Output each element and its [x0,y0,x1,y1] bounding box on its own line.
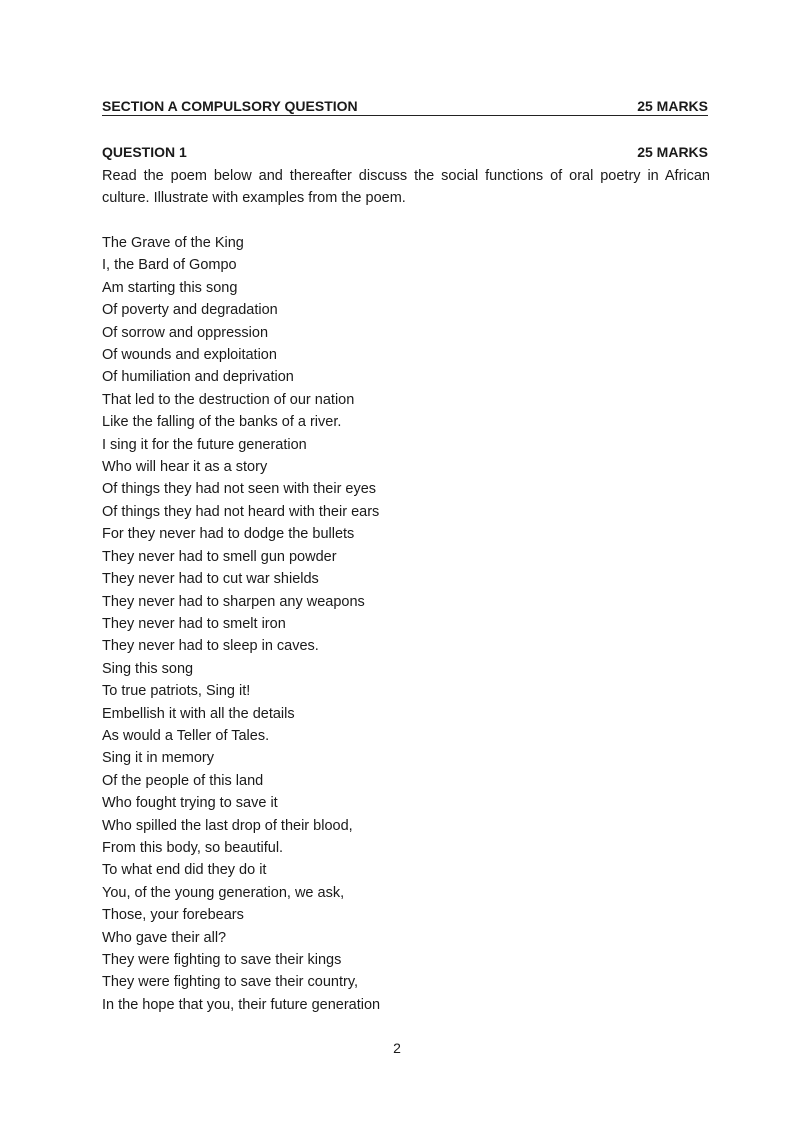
poem-line: They never had to cut war shields [102,571,319,588]
poem-line: You, of the young generation, we ask, [102,884,345,901]
poem-line: They never had to sleep in caves. [102,638,319,655]
poem-line: They never had to sharpen any weapons [102,593,365,610]
poem-line: Of sorrow and oppression [102,324,269,341]
poem-line: Who gave their all? [102,929,227,946]
poem-line: They never had to smell gun powder [102,548,337,565]
poem-line: For they never had to dodge the bullets [102,526,355,543]
poem-line: Who spilled the last drop of their blood, [102,817,353,834]
poem-line: From this body, so beautiful. [102,839,284,856]
question-title: QUESTION 1 [102,144,187,160]
poem-line: Sing this song [102,660,194,677]
poem-line: Of poverty and degradation [102,302,278,319]
poem-line: To what end did they do it [102,862,267,879]
poem-line: I sing it for the future generation [102,436,307,453]
poem-line: They were fighting to save their country, [102,974,359,991]
poem-line: They never had to smelt iron [102,615,286,632]
poem-line: Sing it in memory [102,750,215,767]
page-number: 2 [393,1040,401,1056]
poem-line: Who fought trying to save it [102,795,278,812]
section-header [102,98,708,116]
poem-line: Am starting this song [102,279,238,296]
poem-line: Of things they had not heard with their ears [102,503,380,520]
poem-line: As would a Teller of Tales. [102,727,270,744]
poem-line: Those, your forebears [102,907,244,924]
question-header [102,144,708,160]
poem-line: Of wounds and exploitation [102,347,277,364]
section-marks: 25 MARKS [637,98,708,114]
poem [102,232,380,1016]
poem-line: Embellish it with all the details [102,705,295,722]
question-instruction: Read the poem below and thereafter discuss the social functions of oral poetry in African culture. Illustrate with examples from the poem. [102,168,710,206]
poem-line: Like the falling of the banks of a river. [102,414,342,431]
poem-line: The Grave of the King [102,235,244,251]
question-marks: 25 MARKS [637,144,708,160]
poem-line: They were fighting to save their kings [102,952,342,968]
poem-line: In the hope that you, their future generation [102,996,381,1013]
poem-line: That led to the destruction of our nation [102,391,355,408]
poem-line: Of things they had not seen with their eyes [102,481,377,498]
poem-line: Of humiliation and deprivation [102,369,294,386]
poem-line: To true patriots, Sing it! [102,683,251,700]
poem-line: Of the people of this land [102,772,264,789]
poem-line: I, the Bard of Gompo [102,257,237,274]
section-title: SECTION A COMPULSORY QUESTION [102,98,358,114]
poem-line: Who will hear it as a story [102,459,268,476]
